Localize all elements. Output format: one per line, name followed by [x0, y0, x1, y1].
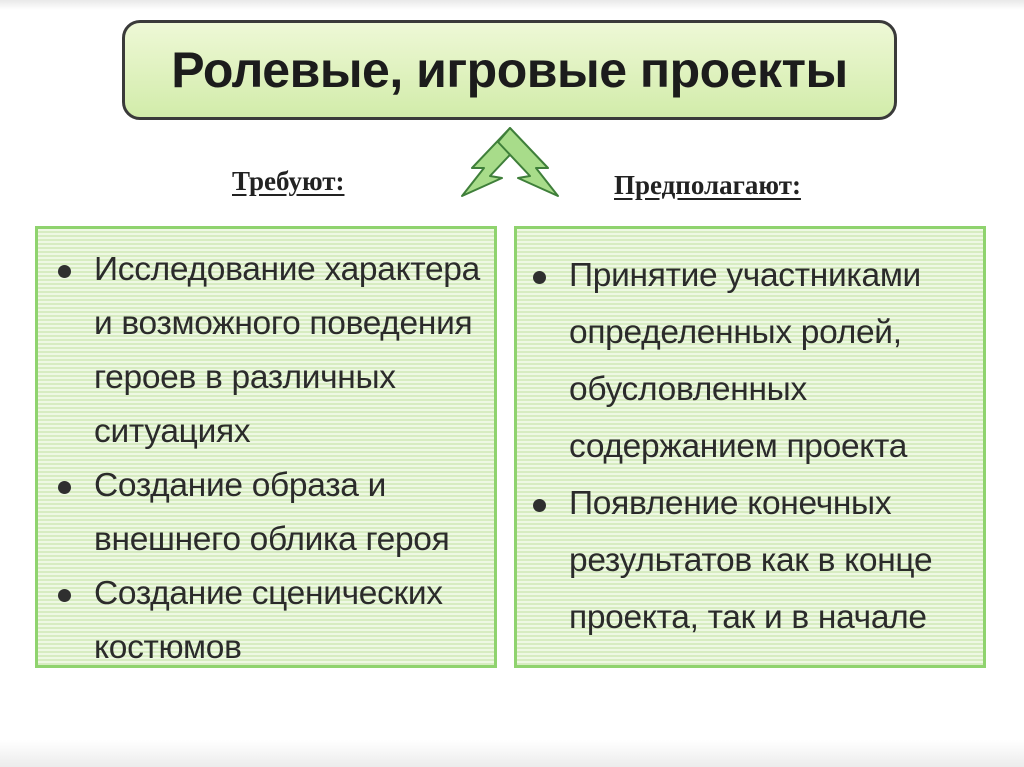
- list-item-text: Создание сценических костюмов: [94, 575, 443, 666]
- title-box: [122, 20, 897, 120]
- bullet-icon: [533, 271, 546, 284]
- page-title: Ролевые, игровые проекты: [171, 42, 848, 98]
- slide-top-shadow: [0, 0, 1024, 10]
- list-item-text: Появление конечных результатов как в конце проекта, так и в начале: [569, 485, 933, 636]
- list-item-text: Создание образа и внешнего облика героя: [94, 467, 450, 558]
- list-item: [531, 475, 973, 646]
- requires-panel: [35, 226, 497, 668]
- assumes-panel: [514, 226, 986, 668]
- arrow-down-right-icon: [498, 128, 558, 196]
- list-item-text: Принятие участниками определенных ролей, обусловленных содержанием проекта: [569, 257, 921, 465]
- bullet-icon: [58, 265, 71, 278]
- split-arrows: [440, 118, 580, 218]
- bullet-icon: [58, 481, 71, 494]
- list-item-text: Исследование характера и возможного поведения героев в различных ситуациях: [94, 251, 480, 450]
- assumes-heading: Предполагают:: [614, 170, 801, 200]
- list-item: [531, 247, 973, 475]
- list-item: [56, 459, 484, 567]
- bullet-icon: [58, 589, 71, 602]
- requires-list: [56, 243, 484, 675]
- assumes-list: [531, 247, 973, 646]
- list-item: [56, 567, 484, 675]
- list-item: [56, 243, 484, 459]
- slide-bottom-shadow: [0, 740, 1024, 767]
- bullet-icon: [533, 499, 546, 512]
- requires-heading: Требуют:: [232, 166, 345, 196]
